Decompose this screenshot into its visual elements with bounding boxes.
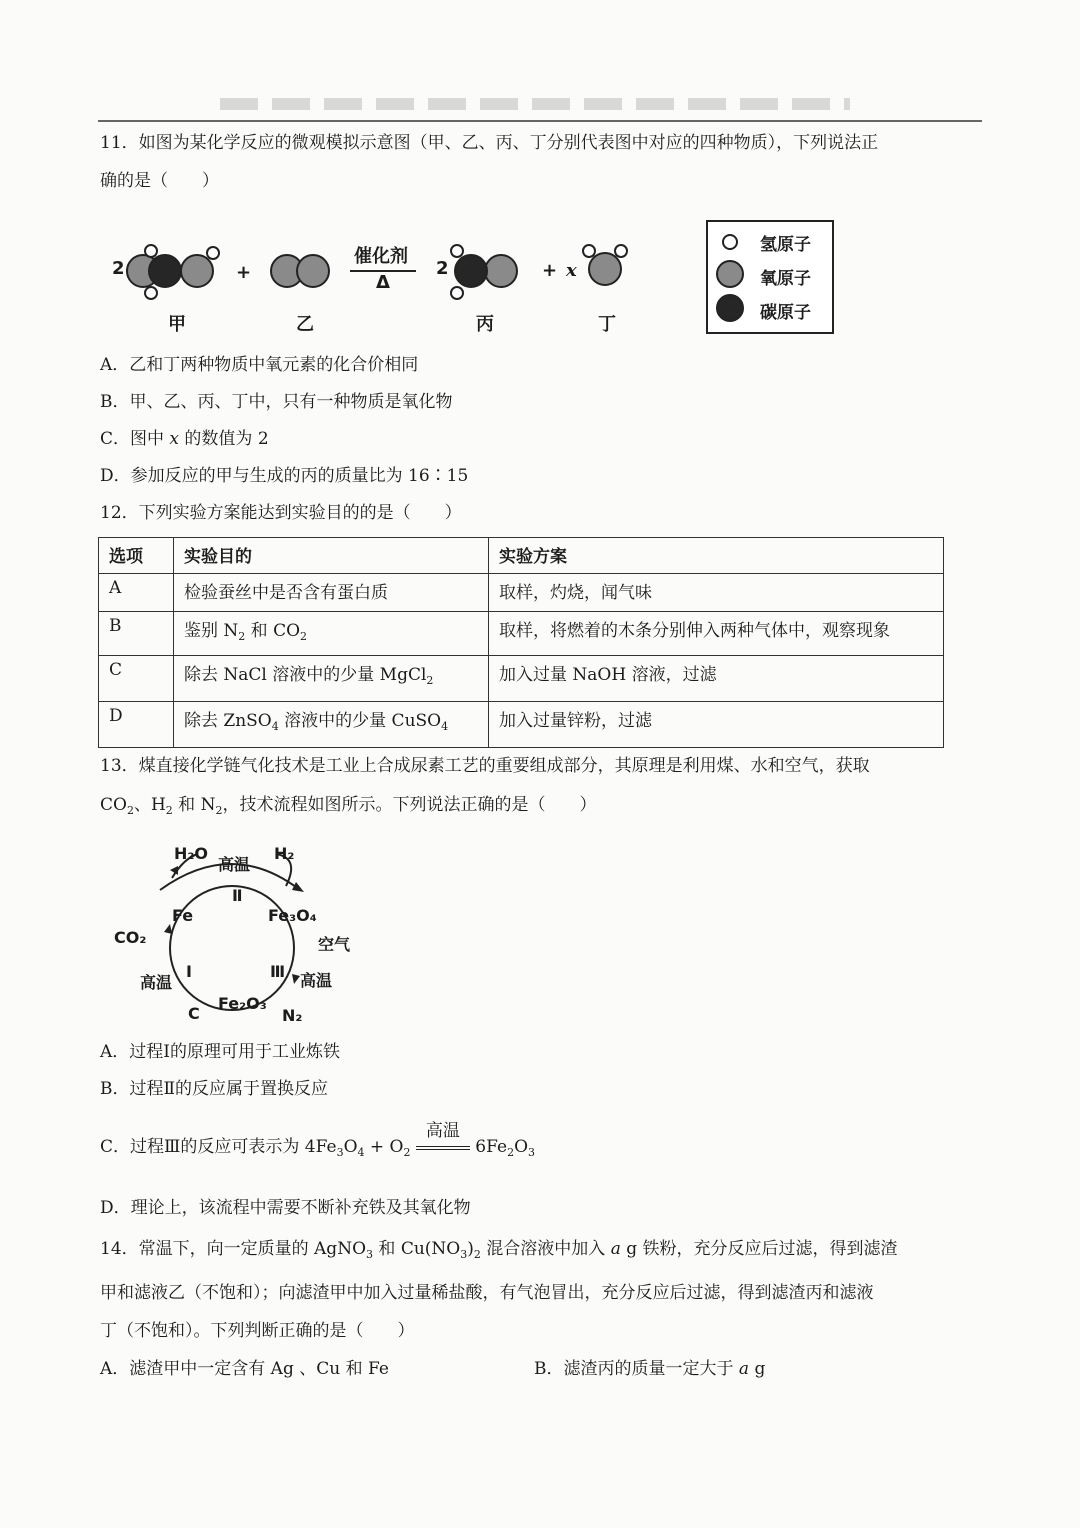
oxygen-atom-icon [484,254,518,288]
q11-option-a: A．乙和丁两种物质中氧元素的化合价相同 [100,355,419,375]
q14-stem-line1: 14．常温下，向一定质量的 AgNO$_3$ 和 $Cu(NO_3)_2$ 混合溶液中加入 a g 铁粉，充分反应后过滤，得到滤渣 [100,1239,898,1261]
q12-stem: 12．下列实验方案能达到实验目的的是（ ） [100,503,462,523]
label-fe2o3: Fe₂O₃ [218,994,267,1013]
q13-option-a: A．过程Ⅰ的原理可用于工业炼铁 [100,1042,340,1062]
label-c: C [188,1004,200,1023]
q14-stem-line3: 丁（不饱和）。下列判断正确的是（ ） [100,1321,415,1341]
label-process-2: Ⅱ [232,886,243,905]
row-goal: 鉴别 $N_2$ 和 $CO_2$ [174,612,489,656]
header-plan: 实验方案 [489,538,944,574]
hydrogen-atom-icon [614,244,628,258]
hydrogen-atom-icon [582,244,596,258]
row-goal: 除去 NaCl 溶液中的少量 MgCl$_2$ [174,656,489,702]
q13-stem-line2: $CO_2$、$H_2$ 和 $N_2$，技术流程如图所示。下列说法正确的是（ ） [100,795,597,817]
row-option: B [99,612,174,656]
hydrogen-atom-icon [144,244,158,258]
atom-legend [706,220,834,334]
catalyst-label: 催化剂 [354,246,408,267]
q13-option-c: C．过程Ⅲ的反应可表示为 $4Fe_3O_4 + O_2$ 高温 $6Fe_2O_3$ [100,1120,535,1159]
row-option: D [99,702,174,748]
label-ding: 丁 [598,314,616,335]
plus-sign: + [236,262,252,283]
row-plan: 加入过量锌粉，过滤 [489,702,944,748]
hydrogen-atom-icon [450,244,464,258]
coef-ding: x [566,260,577,281]
row-plan: 取样，灼烧，闻气味 [489,574,944,612]
hydrogen-atom-icon [450,286,464,300]
q11-option-b: B．甲、乙、丙、丁中，只有一种物质是氧化物 [100,392,453,412]
label-high-temp-left: 高温 [140,973,173,992]
plus-sign: + [542,260,558,281]
label-co2: CO₂ [114,928,147,947]
reaction-diagram [110,230,670,340]
oxygen-atom-icon [716,260,744,288]
row-goal: 除去 ZnSO$_4$ 溶液中的少量 CuSO$_4$ [174,702,489,748]
table-row [99,612,944,656]
hydrogen-atom-icon [206,246,220,260]
table-row [99,702,944,748]
coef-bing: 2 [436,258,449,279]
label-process-3: Ⅲ [270,962,286,981]
row-plan: 取样，将燃着的木条分别伸入两种气体中，观察现象 [489,612,944,656]
carbon-atom-icon [454,254,488,288]
row-goal: 检验蚕丝中是否含有蛋白质 [174,574,489,612]
hydrogen-atom-icon [722,234,738,250]
q11-stem-line2: 确的是（ ） [100,171,219,191]
label-process-1: Ⅰ [186,962,192,981]
q14-option-a: A．滤渣甲中一定含有 Ag 、Cu 和 Fe [100,1359,389,1379]
legend-oxygen-label: 氧原子 [760,269,811,289]
label-air: 空气 [318,935,351,954]
q11-stem-line1: 11．如图为某化学反应的微观模拟示意图（甲、乙、丙、丁分别代表图中对应的四种物质），下列说法正 [100,133,879,153]
carbon-atom-icon [148,254,182,288]
label-high-temp-right: 高温 [300,971,333,990]
label-yi: 乙 [296,314,314,335]
q13-option-d: D．理论上，该流程中需要不断补充铁及其氧化物 [100,1198,471,1218]
label-h2o: H₂O [174,844,208,863]
reaction-condition: 高温 [416,1146,470,1150]
experiment-table [98,537,944,748]
table-row [99,574,944,612]
header-rule [98,120,982,122]
q13-option-b: B．过程Ⅱ的反应属于置换反应 [100,1079,329,1099]
q11-option-d: D．参加反应的甲与生成的丙的质量比为 16∶15 [100,466,469,486]
q11-option-c: C．图中 x 的数值为 2 [100,429,269,449]
carbon-atom-icon [716,294,744,322]
label-high-temp-top: 高温 [218,855,251,874]
row-option: A [99,574,174,612]
row-plan: 加入过量 NaOH 溶液，过滤 [489,656,944,702]
oxygen-atom-icon [296,254,330,288]
label-bing: 丙 [476,314,494,335]
q13-stem-line1: 13．煤直接化学链气化技术是工业上合成尿素工艺的重要组成部分，其原理是利用煤、水和空气，获取 [100,756,870,776]
label-jia: 甲 [168,314,186,335]
header-blurred-text [220,98,850,110]
q14-stem-line2: 甲和滤液乙（不饱和）；向滤渣甲中加入过量稀盐酸，有气泡冒出，充分反应后过滤，得到滤渣丙和滤液 [100,1283,874,1303]
hydrogen-atom-icon [144,286,158,300]
header-goal: 实验目的 [174,538,489,574]
chemical-loop-diagram [100,838,380,1028]
legend-hydrogen-label: 氢原子 [760,235,811,255]
header-option: 选项 [99,538,174,574]
heat-symbol: Δ [376,272,390,293]
table-header-row [99,538,944,574]
label-fe3o4: Fe₃O₄ [268,906,317,925]
q14-option-b: B．滤渣丙的质量一定大于 a g [534,1359,766,1379]
label-fe: Fe [172,906,194,925]
legend-carbon-label: 碳原子 [760,303,811,323]
coef-jia: 2 [112,258,125,279]
row-option: C [99,656,174,702]
label-h2: H₂ [274,844,295,863]
label-n2: N₂ [282,1006,303,1025]
table-row [99,656,944,702]
